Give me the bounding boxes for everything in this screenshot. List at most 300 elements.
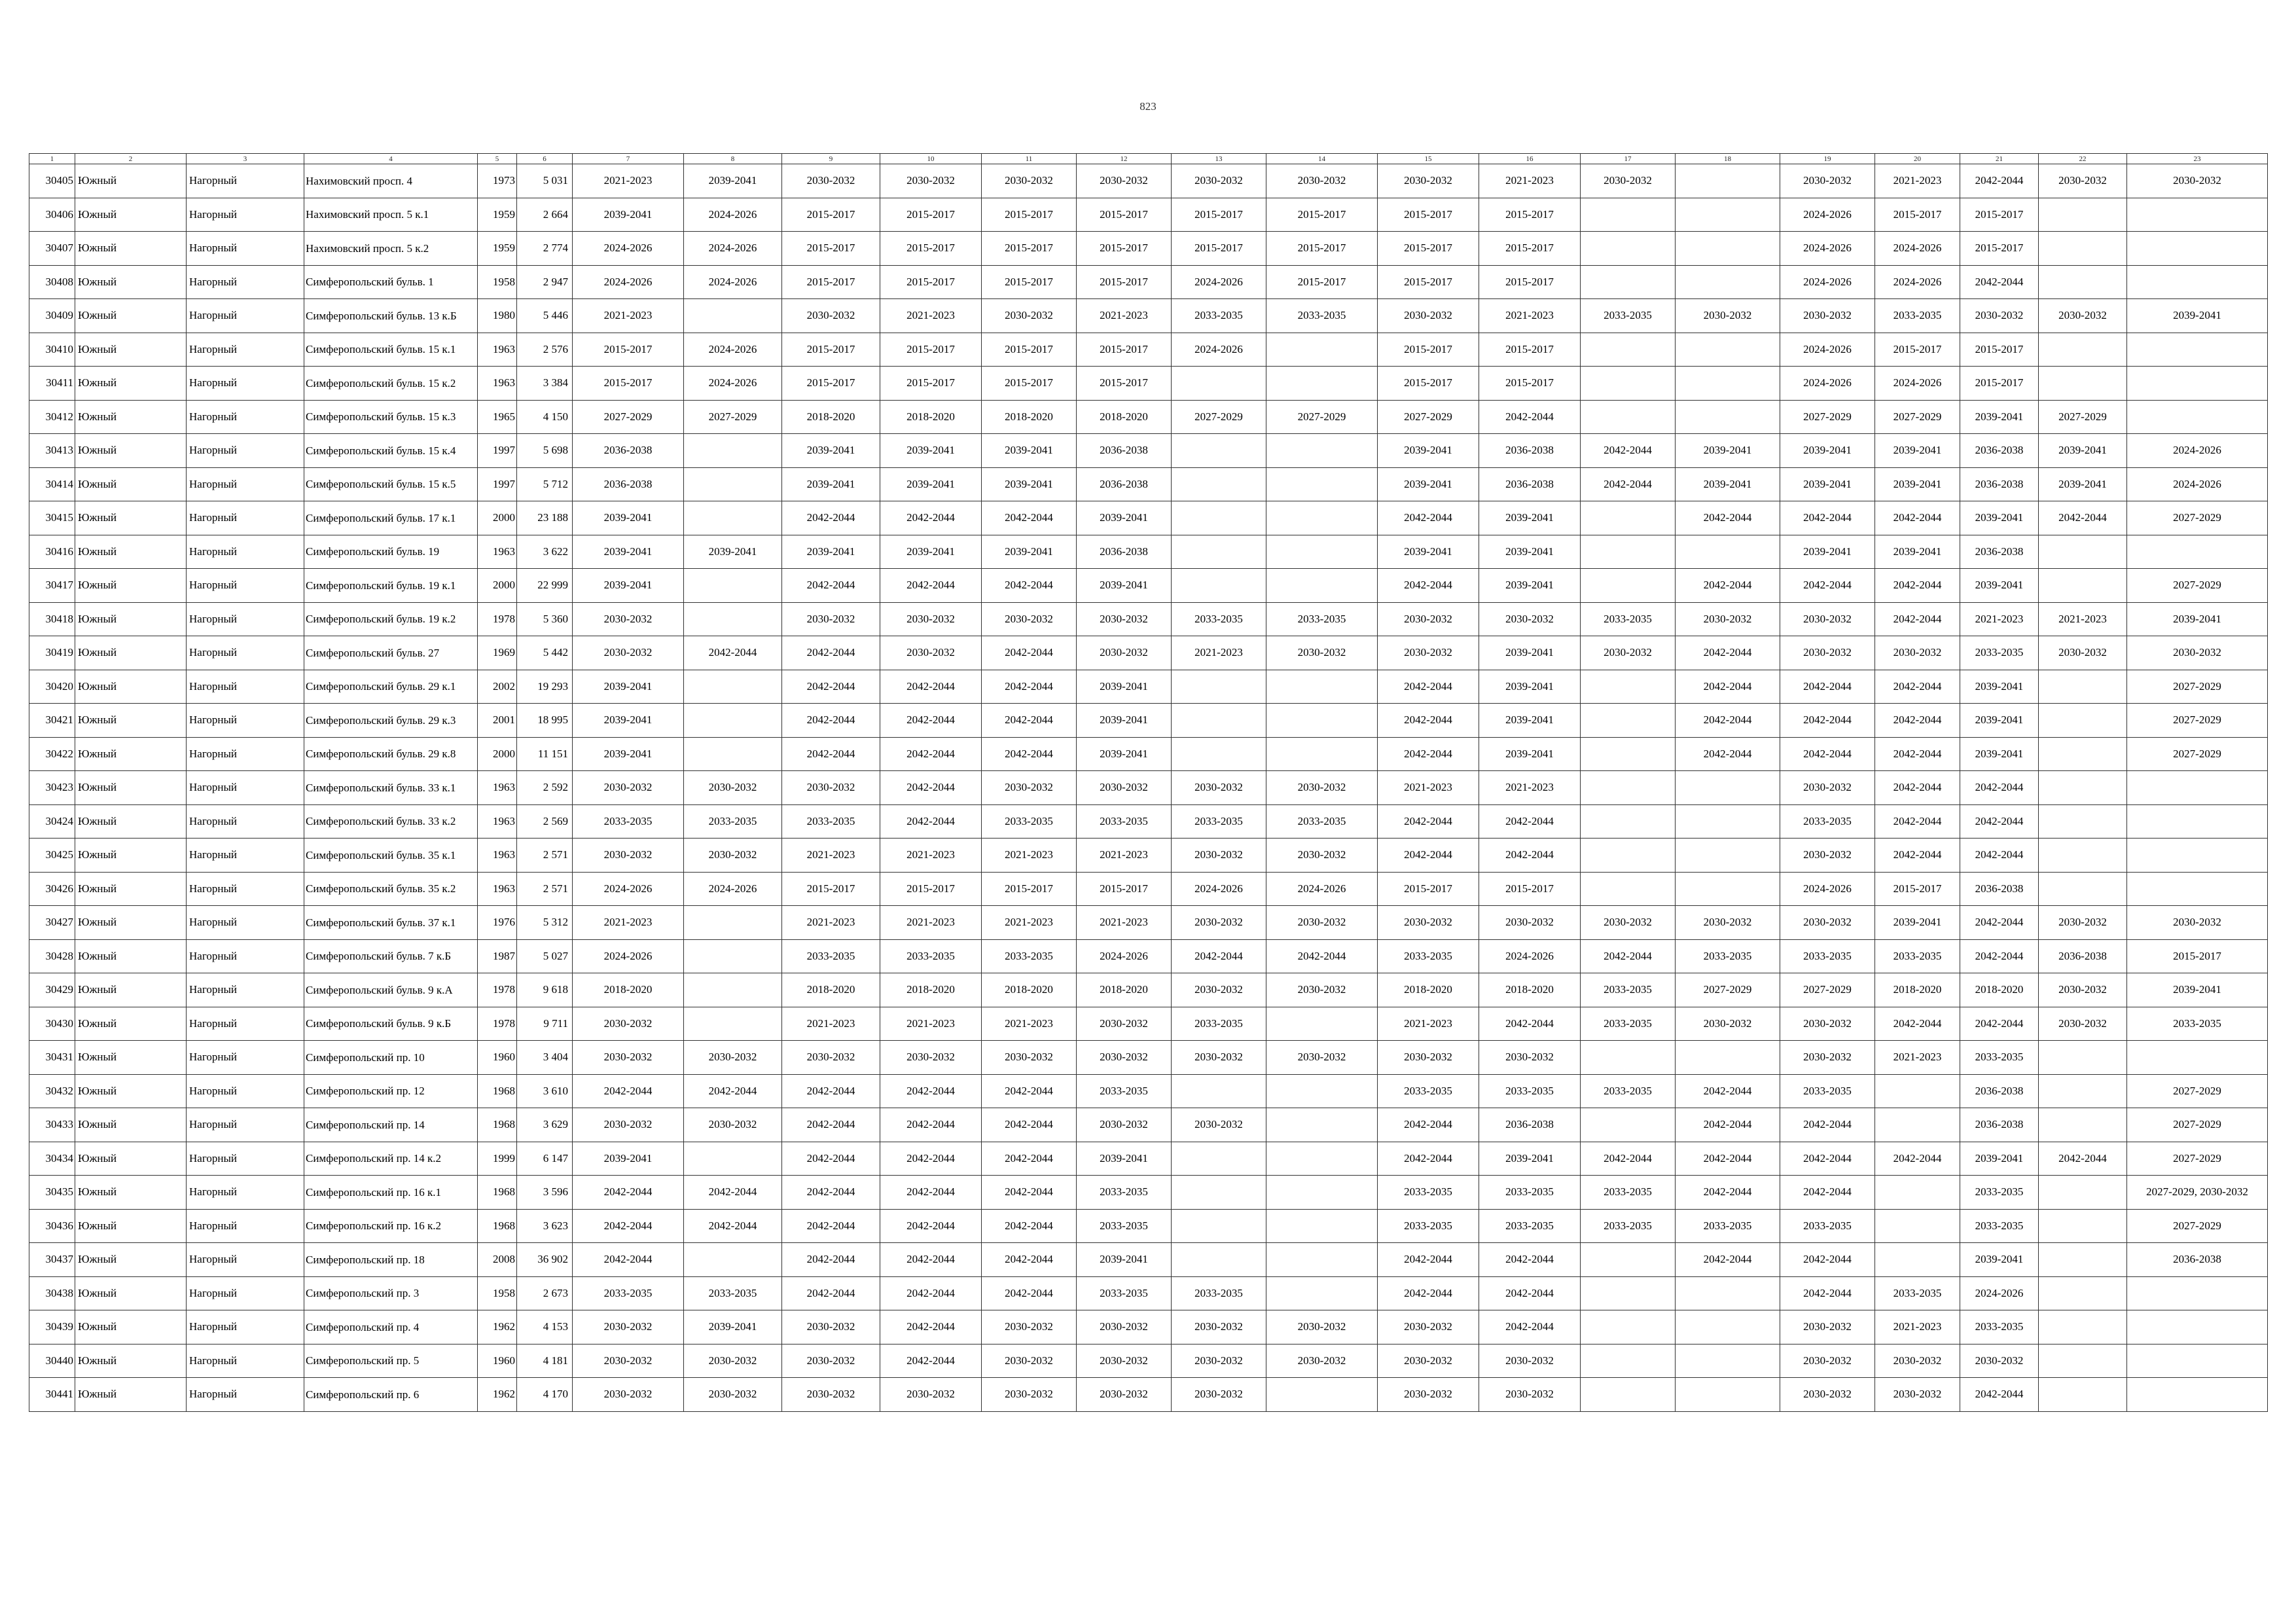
period-cell-col-20: 2042-2044 [1875,704,1960,738]
year-built-cell: 1978 [478,1007,517,1041]
period-cell-col-21: 2039-2041 [1960,569,2039,603]
period-cell-col-20: 2039-2041 [1875,535,1960,569]
period-cell-col-22 [2039,569,2127,603]
area-cell: Нагорный [187,602,304,636]
period-cell-col-22 [2039,1378,2127,1412]
year-built-cell: 1960 [478,1041,517,1075]
period-cell-col-19: 2042-2044 [1780,569,1875,603]
table-row [29,872,2268,906]
period-cell-col-15: 2030-2032 [1378,164,1479,198]
period-cell-col-19: 2033-2035 [1780,939,1875,973]
period-cell-col-19: 2030-2032 [1780,1007,1875,1041]
table-row [29,198,2268,232]
period-cell-col-22 [2039,704,2127,738]
period-cell-col-14: 2015-2017 [1266,198,1378,232]
period-cell-col-10: 2021-2023 [880,839,982,873]
period-cell-col-20: 2042-2044 [1875,804,1960,839]
period-cell-col-11: 2033-2035 [982,804,1077,839]
period-cell-col-12: 2036-2038 [1077,467,1172,501]
table-row [29,232,2268,266]
period-cell-col-20: 2042-2044 [1875,501,1960,535]
area-cell: Нагорный [187,1243,304,1277]
period-cell-col-15: 2015-2017 [1378,872,1479,906]
period-cell-col-19: 2042-2044 [1780,1108,1875,1142]
period-cell-col-8: 2042-2044 [684,1176,782,1210]
period-cell-col-20 [1875,1176,1960,1210]
period-cell-col-7: 2042-2044 [573,1074,684,1108]
period-cell-col-8: 2024-2026 [684,872,782,906]
period-cell-col-21: 2039-2041 [1960,704,2039,738]
area-cell: Нагорный [187,1142,304,1176]
period-cell-col-7: 2039-2041 [573,670,684,704]
address-cell: Симферопольский пр. 18 [304,1243,478,1277]
period-cell-col-18: 2042-2044 [1676,636,1780,670]
period-cell-col-12: 2024-2026 [1077,939,1172,973]
district-cell: Южный [75,872,187,906]
period-cell-col-13: 2030-2032 [1172,1041,1266,1075]
area-cell: Нагорный [187,1108,304,1142]
period-cell-col-22 [2039,1209,2127,1243]
period-cell-col-11: 2042-2044 [982,670,1077,704]
building-id-cell: 30409 [29,299,75,333]
period-cell-col-15: 2042-2044 [1378,1243,1479,1277]
period-cell-col-9: 2030-2032 [782,771,880,805]
period-cell-col-11: 2030-2032 [982,1344,1077,1378]
building-id-cell: 30437 [29,1243,75,1277]
period-cell-col-17 [1581,771,1676,805]
period-cell-col-21: 2042-2044 [1960,1007,2039,1041]
period-cell-col-21: 2039-2041 [1960,1243,2039,1277]
period-cell-col-7: 2024-2026 [573,265,684,299]
period-cell-col-17 [1581,1108,1676,1142]
period-cell-col-9: 2042-2044 [782,1176,880,1210]
period-cell-col-11: 2018-2020 [982,973,1077,1007]
period-cell-col-11: 2030-2032 [982,1378,1077,1412]
area-cell: Нагорный [187,400,304,434]
period-cell-col-12: 2015-2017 [1077,333,1172,367]
floor-area-cell: 2 571 [517,839,573,873]
district-cell: Южный [75,1142,187,1176]
period-cell-col-23 [2127,535,2268,569]
year-built-cell: 1963 [478,804,517,839]
period-cell-col-17: 2033-2035 [1581,1209,1676,1243]
table-row [29,906,2268,940]
period-cell-col-18: 2030-2032 [1676,906,1780,940]
period-cell-col-11: 2015-2017 [982,198,1077,232]
period-cell-col-16: 2039-2041 [1479,636,1581,670]
period-cell-col-15: 2042-2044 [1378,804,1479,839]
area-cell: Нагорный [187,265,304,299]
district-cell: Южный [75,535,187,569]
period-cell-col-11: 2042-2044 [982,636,1077,670]
year-built-cell: 1973 [478,164,517,198]
address-cell: Симферопольский пр. 16 к.2 [304,1209,478,1243]
period-cell-col-9: 2039-2041 [782,467,880,501]
period-cell-col-19: 2030-2032 [1780,164,1875,198]
period-cell-col-23: 2030-2032 [2127,164,2268,198]
column-number-21: 21 [1960,154,2039,164]
period-cell-col-9: 2042-2044 [782,569,880,603]
table-row [29,299,2268,333]
year-built-cell: 2000 [478,737,517,771]
period-cell-col-7: 2042-2044 [573,1209,684,1243]
year-built-cell: 1962 [478,1378,517,1412]
column-number-12: 12 [1077,154,1172,164]
period-cell-col-15: 2042-2044 [1378,704,1479,738]
address-cell: Симферопольский бульв. 33 к.2 [304,804,478,839]
period-cell-col-13: 2021-2023 [1172,636,1266,670]
period-cell-col-23: 2027-2029 [2127,1074,2268,1108]
period-cell-col-17: 2042-2044 [1581,1142,1676,1176]
period-cell-col-13: 2024-2026 [1172,265,1266,299]
period-cell-col-23: 2030-2032 [2127,636,2268,670]
period-cell-col-13: 2033-2035 [1172,804,1266,839]
period-cell-col-7: 2027-2029 [573,400,684,434]
floor-area-cell: 3 622 [517,535,573,569]
period-cell-col-17 [1581,804,1676,839]
address-cell: Симферопольский пр. 14 [304,1108,478,1142]
building-id-cell: 30406 [29,198,75,232]
period-cell-col-14 [1266,333,1378,367]
floor-area-cell: 4 181 [517,1344,573,1378]
period-cell-col-20 [1875,1074,1960,1108]
period-cell-col-9: 2030-2032 [782,1378,880,1412]
table-row [29,973,2268,1007]
table-row [29,804,2268,839]
period-cell-col-7: 2030-2032 [573,1007,684,1041]
period-cell-col-16: 2039-2041 [1479,569,1581,603]
period-cell-col-23 [2127,1344,2268,1378]
period-cell-col-7: 2039-2041 [573,1142,684,1176]
period-cell-col-20 [1875,1209,1960,1243]
area-cell: Нагорный [187,164,304,198]
period-cell-col-14: 2030-2032 [1266,1041,1378,1075]
period-cell-col-15: 2018-2020 [1378,973,1479,1007]
period-cell-col-17 [1581,367,1676,401]
period-cell-col-18 [1676,535,1780,569]
period-cell-col-19: 2033-2035 [1780,1209,1875,1243]
period-cell-col-9: 2042-2044 [782,1074,880,1108]
period-cell-col-17 [1581,1310,1676,1344]
period-cell-col-10: 2042-2044 [880,1142,982,1176]
floor-area-cell: 4 170 [517,1378,573,1412]
period-cell-col-9: 2021-2023 [782,906,880,940]
period-cell-col-10: 2042-2044 [880,569,982,603]
period-cell-col-18: 2042-2044 [1676,1074,1780,1108]
year-built-cell: 1962 [478,1310,517,1344]
period-cell-col-14 [1266,535,1378,569]
period-cell-col-16: 2033-2035 [1479,1209,1581,1243]
period-cell-col-21: 2039-2041 [1960,737,2039,771]
period-cell-col-16: 2042-2044 [1479,400,1581,434]
table-row [29,1310,2268,1344]
period-cell-col-23: 2027-2029 [2127,704,2268,738]
period-cell-col-9: 2042-2044 [782,704,880,738]
period-cell-col-14: 2027-2029 [1266,400,1378,434]
period-cell-col-12: 2039-2041 [1077,569,1172,603]
period-cell-col-9: 2042-2044 [782,670,880,704]
period-cell-col-17: 2030-2032 [1581,906,1676,940]
period-cell-col-20: 2030-2032 [1875,1378,1960,1412]
period-cell-col-23 [2127,265,2268,299]
period-cell-col-7: 2030-2032 [573,1108,684,1142]
period-cell-col-8: 2033-2035 [684,804,782,839]
year-built-cell: 1978 [478,973,517,1007]
period-cell-col-20: 2021-2023 [1875,164,1960,198]
building-id-cell: 30429 [29,973,75,1007]
table-row [29,501,2268,535]
period-cell-col-20 [1875,1108,1960,1142]
period-cell-col-8: 2030-2032 [684,771,782,805]
period-cell-col-22 [2039,367,2127,401]
district-cell: Южный [75,198,187,232]
period-cell-col-22 [2039,333,2127,367]
district-cell: Южный [75,501,187,535]
building-id-cell: 30436 [29,1209,75,1243]
period-cell-col-22: 2042-2044 [2039,501,2127,535]
address-cell: Симферопольский пр. 6 [304,1378,478,1412]
period-cell-col-7: 2039-2041 [573,535,684,569]
column-number-16: 16 [1479,154,1581,164]
building-id-cell: 30410 [29,333,75,367]
period-cell-col-16: 2021-2023 [1479,164,1581,198]
year-built-cell: 1987 [478,939,517,973]
period-cell-col-8 [684,569,782,603]
table-row [29,1276,2268,1310]
column-number-23: 23 [2127,154,2268,164]
period-cell-col-11: 2030-2032 [982,602,1077,636]
period-cell-col-18: 2042-2044 [1676,501,1780,535]
period-cell-col-10: 2042-2044 [880,1108,982,1142]
area-cell: Нагорный [187,670,304,704]
period-cell-col-14: 2030-2032 [1266,1310,1378,1344]
area-cell: Нагорный [187,939,304,973]
area-cell: Нагорный [187,804,304,839]
period-cell-col-10: 2015-2017 [880,872,982,906]
period-cell-col-16: 2036-2038 [1479,1108,1581,1142]
period-cell-col-14 [1266,569,1378,603]
period-cell-col-22 [2039,535,2127,569]
period-cell-col-20: 2042-2044 [1875,771,1960,805]
period-cell-col-19: 2042-2044 [1780,737,1875,771]
period-cell-col-11: 2021-2023 [982,906,1077,940]
district-cell: Южный [75,704,187,738]
period-cell-col-15: 2015-2017 [1378,333,1479,367]
period-cell-col-15: 2042-2044 [1378,839,1479,873]
floor-area-cell: 19 293 [517,670,573,704]
period-cell-col-21: 2036-2038 [1960,1108,2039,1142]
address-cell: Симферопольский бульв. 33 к.1 [304,771,478,805]
period-cell-col-14: 2030-2032 [1266,973,1378,1007]
period-cell-col-13: 2030-2032 [1172,973,1266,1007]
period-cell-col-8 [684,670,782,704]
address-cell: Симферопольский бульв. 9 к.Б [304,1007,478,1041]
area-cell: Нагорный [187,569,304,603]
period-cell-col-21: 2036-2038 [1960,535,2039,569]
period-cell-col-21: 2033-2035 [1960,1310,2039,1344]
period-cell-col-14: 2030-2032 [1266,839,1378,873]
period-cell-col-7: 2030-2032 [573,1041,684,1075]
period-cell-col-9: 2033-2035 [782,939,880,973]
period-cell-col-16: 2039-2041 [1479,704,1581,738]
period-cell-col-19: 2030-2032 [1780,1378,1875,1412]
building-id-cell: 30415 [29,501,75,535]
area-cell: Нагорный [187,1344,304,1378]
period-cell-col-22 [2039,232,2127,266]
period-cell-col-12: 2033-2035 [1077,1209,1172,1243]
floor-area-cell: 18 995 [517,704,573,738]
building-id-cell: 30405 [29,164,75,198]
period-cell-col-13 [1172,1243,1266,1277]
year-built-cell: 1963 [478,872,517,906]
period-cell-col-7: 2039-2041 [573,737,684,771]
period-cell-col-11: 2042-2044 [982,737,1077,771]
period-cell-col-9: 2021-2023 [782,1007,880,1041]
period-cell-col-8: 2042-2044 [684,636,782,670]
period-cell-col-15: 2033-2035 [1378,1209,1479,1243]
period-cell-col-13 [1172,1074,1266,1108]
address-cell: Симферопольский бульв. 1 [304,265,478,299]
period-cell-col-7: 2039-2041 [573,198,684,232]
column-number-3: 3 [187,154,304,164]
period-cell-col-17: 2030-2032 [1581,164,1676,198]
period-cell-col-19: 2024-2026 [1780,367,1875,401]
table-row [29,400,2268,434]
year-built-cell: 1963 [478,535,517,569]
period-cell-col-10: 2042-2044 [880,704,982,738]
period-cell-col-11: 2039-2041 [982,467,1077,501]
period-cell-col-21: 2033-2035 [1960,636,2039,670]
period-cell-col-20: 2033-2035 [1875,1276,1960,1310]
period-cell-col-14 [1266,434,1378,468]
period-cell-col-17: 2042-2044 [1581,939,1676,973]
period-cell-col-17 [1581,737,1676,771]
period-cell-col-20: 2015-2017 [1875,333,1960,367]
period-cell-col-22 [2039,1108,2127,1142]
period-cell-col-22: 2030-2032 [2039,973,2127,1007]
building-id-cell: 30425 [29,839,75,873]
period-cell-col-16: 2015-2017 [1479,367,1581,401]
building-id-cell: 30416 [29,535,75,569]
table-row [29,1007,2268,1041]
period-cell-col-9: 2042-2044 [782,1142,880,1176]
column-number-6: 6 [517,154,573,164]
period-cell-col-8: 2039-2041 [684,1310,782,1344]
period-cell-col-21: 2021-2023 [1960,602,2039,636]
period-cell-col-23: 2024-2026 [2127,467,2268,501]
period-cell-col-21: 2042-2044 [1960,1378,2039,1412]
period-cell-col-15: 2021-2023 [1378,1007,1479,1041]
year-built-cell: 1997 [478,434,517,468]
period-cell-col-17 [1581,1276,1676,1310]
year-built-cell: 1960 [478,1344,517,1378]
period-cell-col-19: 2030-2032 [1780,1344,1875,1378]
period-cell-col-18 [1676,1276,1780,1310]
period-cell-col-17 [1581,198,1676,232]
period-cell-col-18 [1676,1344,1780,1378]
table-row [29,1243,2268,1277]
floor-area-cell: 4 150 [517,400,573,434]
period-cell-col-16: 2033-2035 [1479,1176,1581,1210]
period-cell-col-13 [1172,367,1266,401]
district-cell: Южный [75,1344,187,1378]
address-cell: Симферопольский бульв. 15 к.4 [304,434,478,468]
period-cell-col-23: 2033-2035 [2127,1007,2268,1041]
period-cell-col-22 [2039,1310,2127,1344]
period-cell-col-22 [2039,1344,2127,1378]
period-cell-col-18 [1676,265,1780,299]
period-cell-col-14 [1266,501,1378,535]
period-cell-col-12: 2030-2032 [1077,1007,1172,1041]
year-built-cell: 1965 [478,400,517,434]
period-cell-col-13: 2015-2017 [1172,232,1266,266]
period-cell-col-9: 2039-2041 [782,434,880,468]
period-cell-col-14: 2030-2032 [1266,164,1378,198]
period-cell-col-10: 2030-2032 [880,164,982,198]
period-cell-col-12: 2018-2020 [1077,400,1172,434]
period-cell-col-12: 2039-2041 [1077,501,1172,535]
period-cell-col-21: 2015-2017 [1960,232,2039,266]
column-number-10: 10 [880,154,982,164]
period-cell-col-10: 2042-2044 [880,501,982,535]
period-cell-col-9: 2015-2017 [782,265,880,299]
period-cell-col-12: 2030-2032 [1077,1378,1172,1412]
period-cell-col-13 [1172,434,1266,468]
period-cell-col-7: 2033-2035 [573,1276,684,1310]
period-cell-col-15: 2033-2035 [1378,1176,1479,1210]
table-row [29,1142,2268,1176]
column-number-8: 8 [684,154,782,164]
district-cell: Южный [75,839,187,873]
period-cell-col-22 [2039,1041,2127,1075]
period-cell-col-15: 2039-2041 [1378,434,1479,468]
period-cell-col-8 [684,906,782,940]
address-cell: Симферопольский бульв. 27 [304,636,478,670]
period-cell-col-19: 2024-2026 [1780,333,1875,367]
period-cell-col-15: 2015-2017 [1378,265,1479,299]
period-cell-col-9: 2015-2017 [782,367,880,401]
period-cell-col-10: 2042-2044 [880,1209,982,1243]
period-cell-col-13: 2030-2032 [1172,771,1266,805]
period-cell-col-7: 2024-2026 [573,939,684,973]
period-cell-col-16: 2030-2032 [1479,602,1581,636]
address-cell: Симферопольский бульв. 9 к.А [304,973,478,1007]
period-cell-col-18 [1676,333,1780,367]
period-cell-col-11: 2042-2044 [982,704,1077,738]
period-cell-col-8 [684,1142,782,1176]
period-cell-col-15: 2039-2041 [1378,467,1479,501]
column-number-11: 11 [982,154,1077,164]
period-cell-col-22: 2030-2032 [2039,1007,2127,1041]
period-cell-col-14 [1266,737,1378,771]
period-cell-col-23: 2027-2029 [2127,1108,2268,1142]
period-cell-col-19: 2039-2041 [1780,535,1875,569]
address-cell: Симферопольский пр. 5 [304,1344,478,1378]
period-cell-col-20: 2030-2032 [1875,636,1960,670]
column-number-2: 2 [75,154,187,164]
building-id-cell: 30432 [29,1074,75,1108]
period-cell-col-17 [1581,265,1676,299]
period-cell-col-21: 2015-2017 [1960,367,2039,401]
period-cell-col-10: 2015-2017 [880,198,982,232]
floor-area-cell: 5 031 [517,164,573,198]
period-cell-col-15: 2021-2023 [1378,771,1479,805]
building-id-cell: 30434 [29,1142,75,1176]
period-cell-col-10: 2042-2044 [880,737,982,771]
period-cell-col-11: 2021-2023 [982,839,1077,873]
period-cell-col-18: 2042-2044 [1676,1108,1780,1142]
period-cell-col-13 [1172,1209,1266,1243]
